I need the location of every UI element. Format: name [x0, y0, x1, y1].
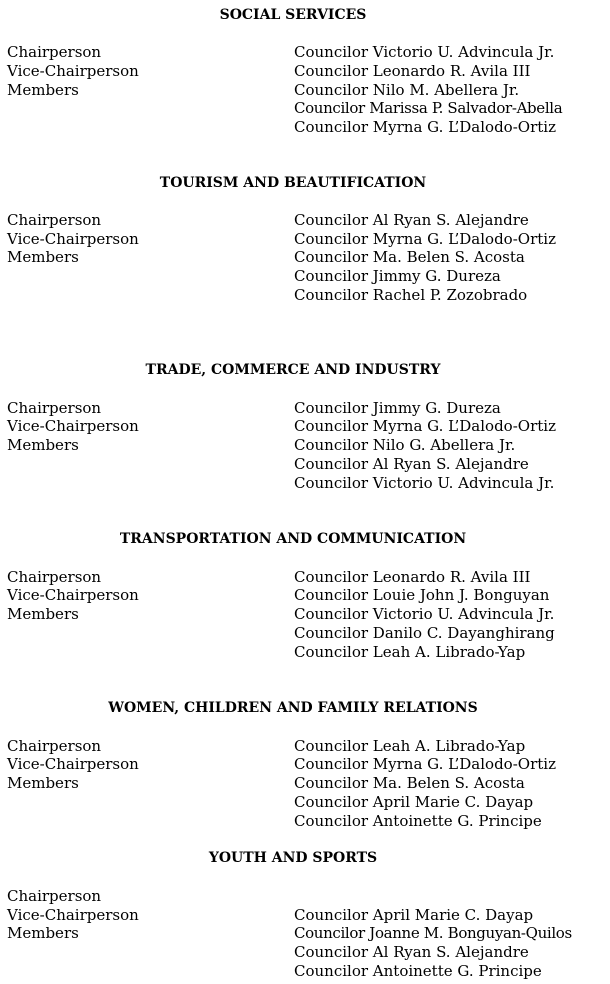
member-name: Councilor Leah A. Librado-Yap — [294, 737, 526, 755]
role-chairperson: Chairperson — [7, 43, 102, 61]
member-name: Councilor Al Ryan S. Alejandre — [294, 211, 529, 229]
member-name: Councilor Al Ryan S. Alejandre — [294, 943, 529, 961]
role-chairperson: Chairperson — [7, 737, 102, 755]
member-name: Councilor Joanne M. Bonguyan-Quilos — [294, 924, 572, 942]
role-vice-chairperson: Vice-Chairperson — [7, 755, 139, 773]
role-vice-chairperson: Vice-Chairperson — [7, 230, 139, 248]
role-vice-chairperson: Vice-Chairperson — [7, 417, 139, 435]
role-members: Members — [7, 924, 79, 942]
member-name: Councilor Al Ryan S. Alejandre — [294, 455, 529, 473]
committee-title-social-services: SOCIAL SERVICES — [219, 7, 367, 23]
role-members: Members — [7, 248, 79, 266]
member-name: Councilor Antoinette G. Principe — [294, 812, 542, 830]
committee-title-trade: TRADE, COMMERCE AND INDUSTRY — [145, 362, 441, 378]
member-name: Councilor Leonardo R. Avila III — [294, 568, 531, 586]
member-name: Councilor Myrna G. L’Dalodo-Ortiz — [294, 230, 556, 248]
member-name: Councilor April Marie C. Dayap — [294, 793, 534, 811]
member-name: Councilor Victorio U. Advincula Jr. — [294, 605, 555, 623]
member-name: Councilor Nilo M. Abellera Jr. — [294, 81, 520, 99]
member-name: Councilor Myrna G. L’Dalodo-Ortiz — [294, 118, 556, 136]
role-chairperson: Chairperson — [7, 211, 102, 229]
committee-title-women-children-family: WOMEN, CHILDREN AND FAMILY RELATIONS — [108, 700, 478, 716]
member-name: Councilor Danilo C. Dayanghirang — [294, 624, 555, 642]
member-name: Councilor Myrna G. L’Dalodo-Ortiz — [294, 755, 556, 773]
role-chairperson: Chairperson — [7, 568, 102, 586]
role-members: Members — [7, 81, 79, 99]
member-name: Councilor Leah A. Librado-Yap — [294, 643, 526, 661]
role-members: Members — [7, 774, 79, 792]
member-name: Councilor Victorio U. Advincula Jr. — [294, 474, 555, 492]
member-name: Councilor Antoinette G. Principe — [294, 962, 542, 980]
role-chairperson: Chairperson — [7, 887, 102, 905]
role-members: Members — [7, 436, 79, 454]
member-name: Councilor Victorio U. Advincula Jr. — [294, 43, 555, 61]
member-name: Councilor Myrna G. L’Dalodo-Ortiz — [294, 417, 556, 435]
member-name: Councilor Ma. Belen S. Acosta — [294, 248, 525, 266]
role-vice-chairperson: Vice-Chairperson — [7, 586, 139, 604]
member-name: Councilor Jimmy G. Dureza — [294, 267, 501, 285]
role-vice-chairperson: Vice-Chairperson — [7, 62, 139, 80]
role-vice-chairperson: Vice-Chairperson — [7, 906, 139, 924]
committee-title-transportation: TRANSPORTATION AND COMMUNICATION — [119, 531, 467, 547]
member-name: Councilor Rachel P. Zozobrado — [294, 286, 528, 304]
member-name: Councilor April Marie C. Dayap — [294, 906, 534, 924]
member-name: Councilor Louie John J. Bonguyan — [294, 586, 550, 604]
committee-title-youth-sports: YOUTH AND SPORTS — [208, 850, 378, 866]
role-chairperson: Chairperson — [7, 399, 102, 417]
member-name: Councilor Ma. Belen S. Acosta — [294, 774, 525, 792]
committee-title-tourism: TOURISM AND BEAUTIFICATION — [159, 175, 427, 191]
member-name: Councilor Jimmy G. Dureza — [294, 399, 501, 417]
role-members: Members — [7, 605, 79, 623]
member-name: Councilor Marissa P. Salvador-Abella — [294, 99, 563, 117]
member-name: Councilor Nilo G. Abellera Jr. — [294, 436, 516, 454]
member-name: Councilor Leonardo R. Avila III — [294, 62, 531, 80]
